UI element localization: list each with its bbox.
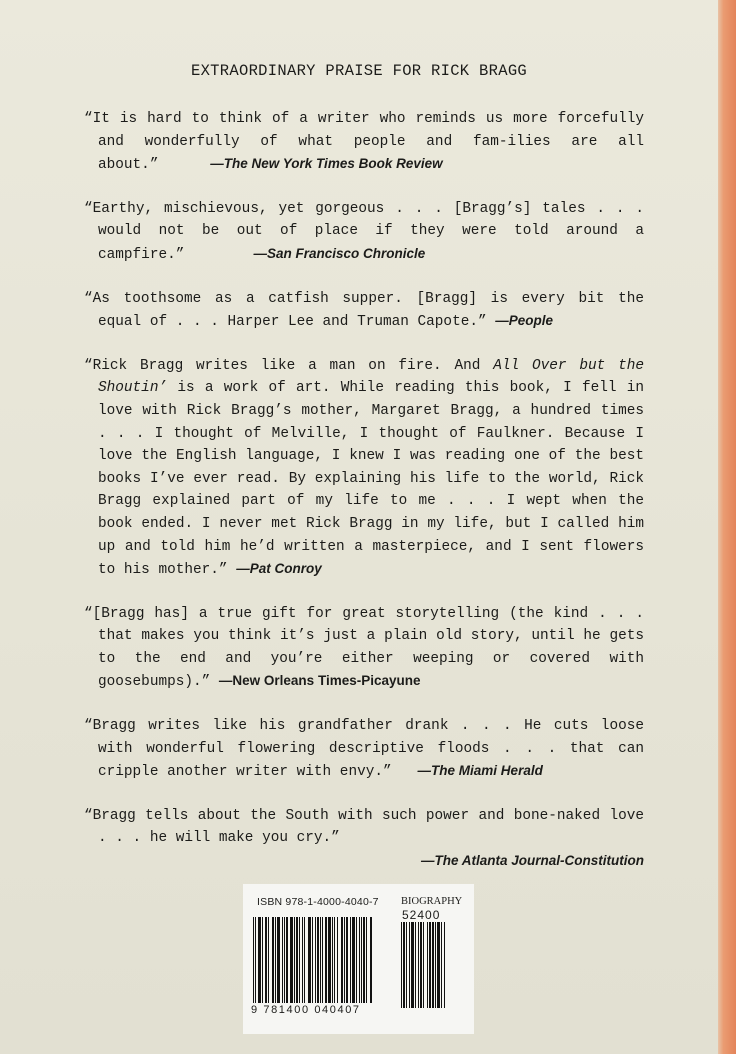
quote-source: —San Francisco Chronicle: [253, 245, 426, 261]
quote-source: [219, 673, 421, 688]
quote-source-city: —New Orleans: [218, 673, 318, 689]
quote-text: “Earthy, mischievous, yet gorgeous . . . [Bragg’s] tales . . . would not be out of place if they were told around a campfire.”: [84, 200, 644, 263]
quote-source: —The Miami Herald: [417, 763, 543, 779]
quote-people: [84, 288, 644, 334]
barcode-main-icon: [253, 917, 389, 1003]
quote-times-picayune: [84, 603, 644, 694]
category-text: BIOGRAPHY: [401, 896, 463, 907]
cover-edge: [718, 0, 736, 1054]
isbn-text: ISBN 978-1-4000-4040-7: [257, 896, 379, 908]
barcode-addon-icon: [401, 922, 463, 1008]
quote-source: —Pat Conroy: [236, 561, 322, 577]
book-title: All Over but the Shoutin’: [98, 357, 644, 397]
quote-text: “Rick Bragg writes like a man on fire. And: [84, 357, 494, 374]
barcode-number: 9 781400 040407: [251, 1004, 361, 1016]
barcode-label: [243, 884, 474, 1034]
quote-sf-chronicle: [84, 198, 644, 267]
quote-source: —The New York Times Book Review: [210, 156, 443, 172]
quote-source: —People: [495, 313, 554, 329]
quote-text-continued: is a work of art. While reading this book, I fell in love with Rick Bragg’s mother, Margaret Bragg, a hundred times . . . I thought of Melville, I thought of Faulkner. Because I love the English language, I knew I was reading one of the best books I’ve ever read. By explaining his life to the world, Rick Bragg explained part of my life to me . . . I wept when the book ended. I never met Rick Bragg in my life, but I called him up and told him he’d written a masterpiece, and I sent flowers to his mother.”: [98, 380, 644, 579]
quote-text: “It is hard to think of a writer who reminds us more forcefully and wonderfully of what people and fam-ilies are all about.”: [84, 111, 644, 174]
quotes-list: [84, 108, 644, 894]
quote-nyt-book-review: [84, 108, 644, 177]
quote-atlanta-journal: [84, 805, 644, 873]
quote-text: “As toothsome as a catfish supper. [Bragg] is every bit the equal of . . . Harper Lee and Truman Capote.”: [84, 290, 644, 331]
quote-pat-conroy: [84, 355, 644, 582]
price-code: 52400: [402, 908, 441, 922]
quote-source-paper: Times-Picayune: [317, 673, 421, 689]
praise-heading: EXTRAORDINARY PRAISE FOR RICK BRAGG: [190, 62, 528, 80]
quote-text: “Bragg writes like his grandfather drank . . . He cuts loose with wonderful flowering descriptive floods . . . that can cripple another writer with envy.”: [84, 718, 644, 781]
quote-source: —The Atlanta Journal-Constitution: [421, 853, 644, 869]
quote-miami-herald: [84, 715, 644, 784]
quote-text: “Bragg tells about the South with such power and bone-naked love . . . he will make you cry.”: [84, 807, 644, 847]
quote-text: “[Bragg has] a true gift for great storytelling (the kind . . . that makes you think it’s just a plain old story, until he gets to the end and you’re either weeping or covered with goosebumps).”: [84, 605, 644, 691]
